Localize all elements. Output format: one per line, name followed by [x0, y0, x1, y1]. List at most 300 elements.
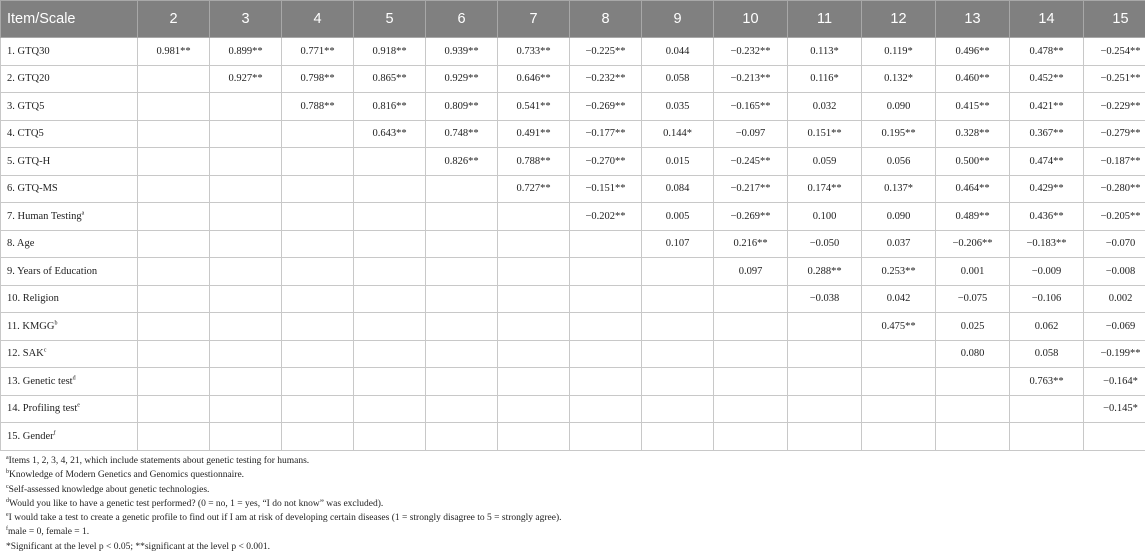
- table-cell: 0.748**: [426, 120, 498, 148]
- table-cell: 0.132*: [862, 65, 936, 93]
- table-cell: 0.151**: [788, 120, 862, 148]
- table-cell: [282, 340, 354, 368]
- table-cell: −0.270**: [570, 148, 642, 176]
- table-cell: 0.090: [862, 203, 936, 231]
- footnote-text: *Significant at the level p < 0.05; **significant at the level p < 0.001.: [6, 541, 270, 552]
- header-col-9: 9: [642, 1, 714, 38]
- row-label-footnote-marker: c: [43, 347, 47, 354]
- footnote-text: Self-assessed knowledge about genetic technologies.: [8, 484, 210, 495]
- table-cell: 0.044: [642, 38, 714, 66]
- table-cell: 0.816**: [354, 93, 426, 121]
- table-cell: −0.008: [1084, 258, 1145, 286]
- table-cell: 0.002: [1084, 285, 1145, 313]
- table-cell: [936, 368, 1010, 396]
- table-cell: [210, 423, 282, 451]
- table-cell: [354, 258, 426, 286]
- row-label-text: 15. Gender: [7, 430, 54, 442]
- header-col-15: 15: [1084, 1, 1145, 38]
- table-cell: −0.254**: [1084, 38, 1145, 66]
- row-label: [1, 175, 138, 203]
- row-label-text: 7. Human Testing: [7, 210, 82, 222]
- table-cell: [138, 93, 210, 121]
- table-cell: −0.199**: [1084, 340, 1145, 368]
- row-label: [1, 148, 138, 176]
- table-cell: 0.032: [788, 93, 862, 121]
- table-cell: 0.195**: [862, 120, 936, 148]
- table-row: [1, 65, 1145, 93]
- table-cell: [1084, 423, 1145, 451]
- table-cell: 0.144*: [642, 120, 714, 148]
- table-cell: [138, 203, 210, 231]
- table-cell: [426, 395, 498, 423]
- header-item-scale: Item/Scale: [1, 1, 138, 38]
- row-label: [1, 93, 138, 121]
- table-cell: [138, 230, 210, 258]
- header-col-14: 14: [1010, 1, 1084, 38]
- table-cell: 0.643**: [354, 120, 426, 148]
- table-cell: [210, 340, 282, 368]
- table-cell: [714, 395, 788, 423]
- table-cell: [570, 258, 642, 286]
- table-cell: 0.005: [642, 203, 714, 231]
- row-label: [1, 203, 138, 231]
- table-cell: [642, 395, 714, 423]
- table-cell: 0.899**: [210, 38, 282, 66]
- table-cell: [210, 148, 282, 176]
- table-cell: [138, 313, 210, 341]
- table-cell: 0.174**: [788, 175, 862, 203]
- table-cell: [642, 258, 714, 286]
- table-cell: 0.763**: [1010, 368, 1084, 396]
- table-cell: 0.826**: [426, 148, 498, 176]
- header-col-5: 5: [354, 1, 426, 38]
- table-cell: [138, 148, 210, 176]
- table-cell: [642, 368, 714, 396]
- table-cell: 0.436**: [1010, 203, 1084, 231]
- table-cell: −0.202**: [570, 203, 642, 231]
- table-cell: [138, 258, 210, 286]
- table-cell: −0.245**: [714, 148, 788, 176]
- table-cell: [354, 423, 426, 451]
- footnote: [6, 511, 1136, 525]
- table-cell: 0.037: [862, 230, 936, 258]
- table-cell: [282, 423, 354, 451]
- table-cell: [936, 423, 1010, 451]
- row-label: [1, 38, 138, 66]
- table-cell: 0.080: [936, 340, 1010, 368]
- table-cell: [138, 423, 210, 451]
- row-label-footnote-marker: e: [77, 402, 80, 409]
- table-cell: [498, 313, 570, 341]
- table-cell: [354, 285, 426, 313]
- row-label-text: 6. GTQ-MS: [7, 183, 58, 195]
- table-cell: 0.084: [642, 175, 714, 203]
- table-cell: 0.733**: [498, 38, 570, 66]
- table-cell: 0.478**: [1010, 38, 1084, 66]
- table-cell: [426, 258, 498, 286]
- table-row: [1, 230, 1145, 258]
- table-header: [1, 1, 1145, 38]
- table-cell: −0.165**: [714, 93, 788, 121]
- row-label-text: 13. Genetic test: [7, 375, 73, 387]
- table-cell: [788, 395, 862, 423]
- row-label-text: 9. Years of Education: [7, 265, 98, 277]
- row-label-footnote-marker: d: [72, 375, 76, 382]
- table-cell: 0.058: [1010, 340, 1084, 368]
- table-cell: 0.097: [714, 258, 788, 286]
- table-cell: 0.415**: [936, 93, 1010, 121]
- table-cell: −0.106: [1010, 285, 1084, 313]
- table-cell: 0.475**: [862, 313, 936, 341]
- table-cell: [138, 395, 210, 423]
- table-cell: 0.981**: [138, 38, 210, 66]
- header-col-13: 13: [936, 1, 1010, 38]
- table-cell: 0.939**: [426, 38, 498, 66]
- table-cell: [642, 423, 714, 451]
- row-label-text: 3. GTQ5: [7, 100, 45, 112]
- table-cell: [354, 313, 426, 341]
- table-cell: 0.042: [862, 285, 936, 313]
- table-cell: [862, 340, 936, 368]
- table-cell: [282, 368, 354, 396]
- table-cell: [282, 313, 354, 341]
- footnote-marker: f: [6, 526, 8, 533]
- table-cell: 0.809**: [426, 93, 498, 121]
- table-cell: [498, 368, 570, 396]
- table-cell: 0.288**: [788, 258, 862, 286]
- row-label-text: 2. GTQ20: [7, 73, 50, 85]
- table-cell: [138, 120, 210, 148]
- table-cell: [426, 313, 498, 341]
- header-col-12: 12: [862, 1, 936, 38]
- table-cell: [210, 313, 282, 341]
- table-cell: [354, 395, 426, 423]
- row-label: [1, 285, 138, 313]
- table-cell: 0.727**: [498, 175, 570, 203]
- header-row: [1, 1, 1145, 38]
- table-row: [1, 38, 1145, 66]
- table-cell: [210, 203, 282, 231]
- table-cell: [570, 313, 642, 341]
- table-cell: −0.269**: [714, 203, 788, 231]
- table-cell: −0.151**: [570, 175, 642, 203]
- header-col-8: 8: [570, 1, 642, 38]
- table-cell: [354, 230, 426, 258]
- table-cell: [714, 313, 788, 341]
- table-cell: −0.177**: [570, 120, 642, 148]
- footnote-text: I would take a test to create a genetic profile to find out if I am at risk of developing certain diseases (1 = strongly disagree to 5 = strongly agree).: [8, 513, 562, 524]
- table-cell: −0.269**: [570, 93, 642, 121]
- table-row: [1, 423, 1145, 451]
- table-cell: 0.460**: [936, 65, 1010, 93]
- table-cell: [426, 285, 498, 313]
- table-cell: 0.025: [936, 313, 1010, 341]
- footnote-marker: b: [6, 469, 9, 476]
- table-cell: [426, 368, 498, 396]
- table-cell: −0.217**: [714, 175, 788, 203]
- table-cell: [282, 148, 354, 176]
- table-cell: 0.015: [642, 148, 714, 176]
- table-cell: 0.496**: [936, 38, 1010, 66]
- table-cell: 0.464**: [936, 175, 1010, 203]
- table-cell: −0.145*: [1084, 395, 1145, 423]
- row-label-text: 5. GTQ-H: [7, 155, 51, 167]
- table-cell: [354, 368, 426, 396]
- table-body: [1, 38, 1145, 451]
- row-label: [1, 120, 138, 148]
- row-label-text: 11. KMGG: [7, 320, 55, 332]
- table-cell: 0.489**: [936, 203, 1010, 231]
- row-label: [1, 395, 138, 423]
- table-cell: 0.216**: [714, 230, 788, 258]
- table-cell: 0.788**: [282, 93, 354, 121]
- table-cell: 0.090: [862, 93, 936, 121]
- table-cell: [714, 423, 788, 451]
- table-cell: 0.035: [642, 93, 714, 121]
- table-cell: [642, 313, 714, 341]
- table-cell: 0.137*: [862, 175, 936, 203]
- table-cell: 0.452**: [1010, 65, 1084, 93]
- table-cell: −0.075: [936, 285, 1010, 313]
- table-cell: [138, 368, 210, 396]
- table-cell: 0.421**: [1010, 93, 1084, 121]
- table-cell: [210, 120, 282, 148]
- table-cell: [498, 258, 570, 286]
- row-label-text: 4. CTQ5: [7, 128, 44, 140]
- table-row: [1, 368, 1145, 396]
- table-cell: [714, 368, 788, 396]
- table-cell: [426, 230, 498, 258]
- footnote-marker: e: [6, 512, 9, 519]
- table-cell: [138, 65, 210, 93]
- table-cell: [862, 368, 936, 396]
- table-cell: [426, 423, 498, 451]
- table-cell: [426, 203, 498, 231]
- table-cell: [714, 285, 788, 313]
- table-cell: [282, 175, 354, 203]
- table-row: [1, 175, 1145, 203]
- table-cell: [498, 395, 570, 423]
- table-cell: [642, 285, 714, 313]
- table-cell: 0.058: [642, 65, 714, 93]
- table-cell: [570, 368, 642, 396]
- table-cell: [788, 423, 862, 451]
- footnote-marker: d: [6, 497, 9, 504]
- row-label-text: 14. Profiling test: [7, 403, 78, 415]
- table-cell: [282, 230, 354, 258]
- table-cell: [862, 395, 936, 423]
- table-cell: [570, 285, 642, 313]
- row-label: [1, 258, 138, 286]
- footnote-text: Would you like to have a genetic test performed? (0 = no, 1 = yes, “I do not know” was excluded).: [9, 498, 384, 509]
- table-cell: 0.918**: [354, 38, 426, 66]
- row-label-footnote-marker: f: [53, 430, 56, 437]
- table-row: [1, 285, 1145, 313]
- table-cell: −0.213**: [714, 65, 788, 93]
- table-cell: 0.865**: [354, 65, 426, 93]
- table-row: [1, 120, 1145, 148]
- table-cell: 0.062: [1010, 313, 1084, 341]
- row-label: [1, 65, 138, 93]
- header-col-2: 2: [138, 1, 210, 38]
- table-cell: [498, 423, 570, 451]
- table-cell: [862, 423, 936, 451]
- table-cell: [1010, 395, 1084, 423]
- footnote: [6, 525, 1136, 539]
- table-cell: [282, 203, 354, 231]
- table-cell: −0.183**: [1010, 230, 1084, 258]
- table-cell: 0.798**: [282, 65, 354, 93]
- table-cell: 0.328**: [936, 120, 1010, 148]
- table-cell: [788, 368, 862, 396]
- table-cell: −0.232**: [570, 65, 642, 93]
- table-cell: [210, 395, 282, 423]
- row-label: [1, 423, 138, 451]
- table-cell: −0.050: [788, 230, 862, 258]
- table-cell: [788, 313, 862, 341]
- table-row: [1, 395, 1145, 423]
- table-footnotes: [6, 454, 1136, 554]
- row-label-text: 8. Age: [7, 238, 35, 250]
- table-cell: [426, 175, 498, 203]
- footnote-text: male = 0, female = 1.: [8, 527, 90, 538]
- table-cell: −0.187**: [1084, 148, 1145, 176]
- table-cell: 0.100: [788, 203, 862, 231]
- header-col-7: 7: [498, 1, 570, 38]
- table-cell: [210, 285, 282, 313]
- table-cell: 0.367**: [1010, 120, 1084, 148]
- table-cell: [426, 340, 498, 368]
- table-cell: −0.009: [1010, 258, 1084, 286]
- header-col-4: 4: [282, 1, 354, 38]
- row-label-footnote-marker: b: [54, 320, 58, 327]
- table-cell: 0.929**: [426, 65, 498, 93]
- table-cell: [936, 395, 1010, 423]
- table-cell: [788, 340, 862, 368]
- table-cell: [354, 148, 426, 176]
- table-cell: −0.251**: [1084, 65, 1145, 93]
- table-cell: 0.001: [936, 258, 1010, 286]
- footnote-text: Knowledge of Modern Genetics and Genomics questionnaire.: [9, 470, 245, 481]
- table-cell: 0.119*: [862, 38, 936, 66]
- table-cell: −0.232**: [714, 38, 788, 66]
- table-cell: 0.059: [788, 148, 862, 176]
- table-cell: [138, 285, 210, 313]
- table-cell: −0.280**: [1084, 175, 1145, 203]
- table-cell: [354, 175, 426, 203]
- table-cell: [498, 203, 570, 231]
- row-label-text: 1. GTQ30: [7, 45, 50, 57]
- table-cell: 0.541**: [498, 93, 570, 121]
- row-label: [1, 368, 138, 396]
- table-cell: 0.474**: [1010, 148, 1084, 176]
- header-col-3: 3: [210, 1, 282, 38]
- table-cell: [498, 230, 570, 258]
- table-cell: [570, 395, 642, 423]
- table-cell: [570, 340, 642, 368]
- table-cell: 0.771**: [282, 38, 354, 66]
- table-cell: [642, 340, 714, 368]
- table-cell: −0.070: [1084, 230, 1145, 258]
- table-row: [1, 313, 1145, 341]
- footnote-text: Items 1, 2, 3, 4, 21, which include statements about genetic testing for humans.: [8, 456, 310, 466]
- table-cell: 0.113*: [788, 38, 862, 66]
- footnote-marker: c: [6, 483, 9, 490]
- header-col-10: 10: [714, 1, 788, 38]
- table-cell: [138, 175, 210, 203]
- header-col-11: 11: [788, 1, 862, 38]
- table-cell: [210, 230, 282, 258]
- row-label: [1, 340, 138, 368]
- table-cell: 0.500**: [936, 148, 1010, 176]
- table-cell: −0.069: [1084, 313, 1145, 341]
- footnote: [6, 468, 1136, 482]
- table-cell: [210, 175, 282, 203]
- table-row: [1, 203, 1145, 231]
- table-cell: [714, 340, 788, 368]
- table-cell: [210, 258, 282, 286]
- table-cell: 0.927**: [210, 65, 282, 93]
- footnote-marker: a: [6, 454, 9, 461]
- row-label-footnote-marker: a: [81, 210, 85, 217]
- table-cell: −0.038: [788, 285, 862, 313]
- table-cell: [498, 285, 570, 313]
- table-cell: −0.229**: [1084, 93, 1145, 121]
- header-col-6: 6: [426, 1, 498, 38]
- table-cell: [282, 120, 354, 148]
- footnote: [6, 483, 1136, 497]
- row-label-text: 10. Religion: [7, 293, 59, 305]
- table-cell: [570, 230, 642, 258]
- table-cell: −0.225**: [570, 38, 642, 66]
- table-cell: [138, 340, 210, 368]
- table-row: [1, 340, 1145, 368]
- row-label: [1, 230, 138, 258]
- table-cell: [282, 285, 354, 313]
- table-cell: −0.164*: [1084, 368, 1145, 396]
- table-cell: 0.253**: [862, 258, 936, 286]
- table-cell: [1010, 423, 1084, 451]
- table-cell: 0.491**: [498, 120, 570, 148]
- row-label: [1, 313, 138, 341]
- table-cell: −0.097: [714, 120, 788, 148]
- table-cell: [354, 340, 426, 368]
- table-cell: [570, 423, 642, 451]
- table-cell: 0.107: [642, 230, 714, 258]
- footnote: [6, 540, 1136, 554]
- table-cell: [210, 93, 282, 121]
- row-label-text: 12. SAK: [7, 348, 44, 360]
- table-cell: [282, 395, 354, 423]
- table-row: [1, 148, 1145, 176]
- table-cell: −0.279**: [1084, 120, 1145, 148]
- footnote: [6, 454, 1136, 468]
- table-cell: 0.788**: [498, 148, 570, 176]
- footnote: [6, 497, 1136, 511]
- table-cell: 0.429**: [1010, 175, 1084, 203]
- table-cell: [210, 368, 282, 396]
- table-row: [1, 93, 1145, 121]
- table-cell: −0.206**: [936, 230, 1010, 258]
- table-cell: −0.205**: [1084, 203, 1145, 231]
- table-cell: [282, 258, 354, 286]
- table-cell: [354, 203, 426, 231]
- table-row: [1, 258, 1145, 286]
- table-cell: 0.056: [862, 148, 936, 176]
- table-cell: [498, 340, 570, 368]
- table-cell: 0.116*: [788, 65, 862, 93]
- table-cell: 0.646**: [498, 65, 570, 93]
